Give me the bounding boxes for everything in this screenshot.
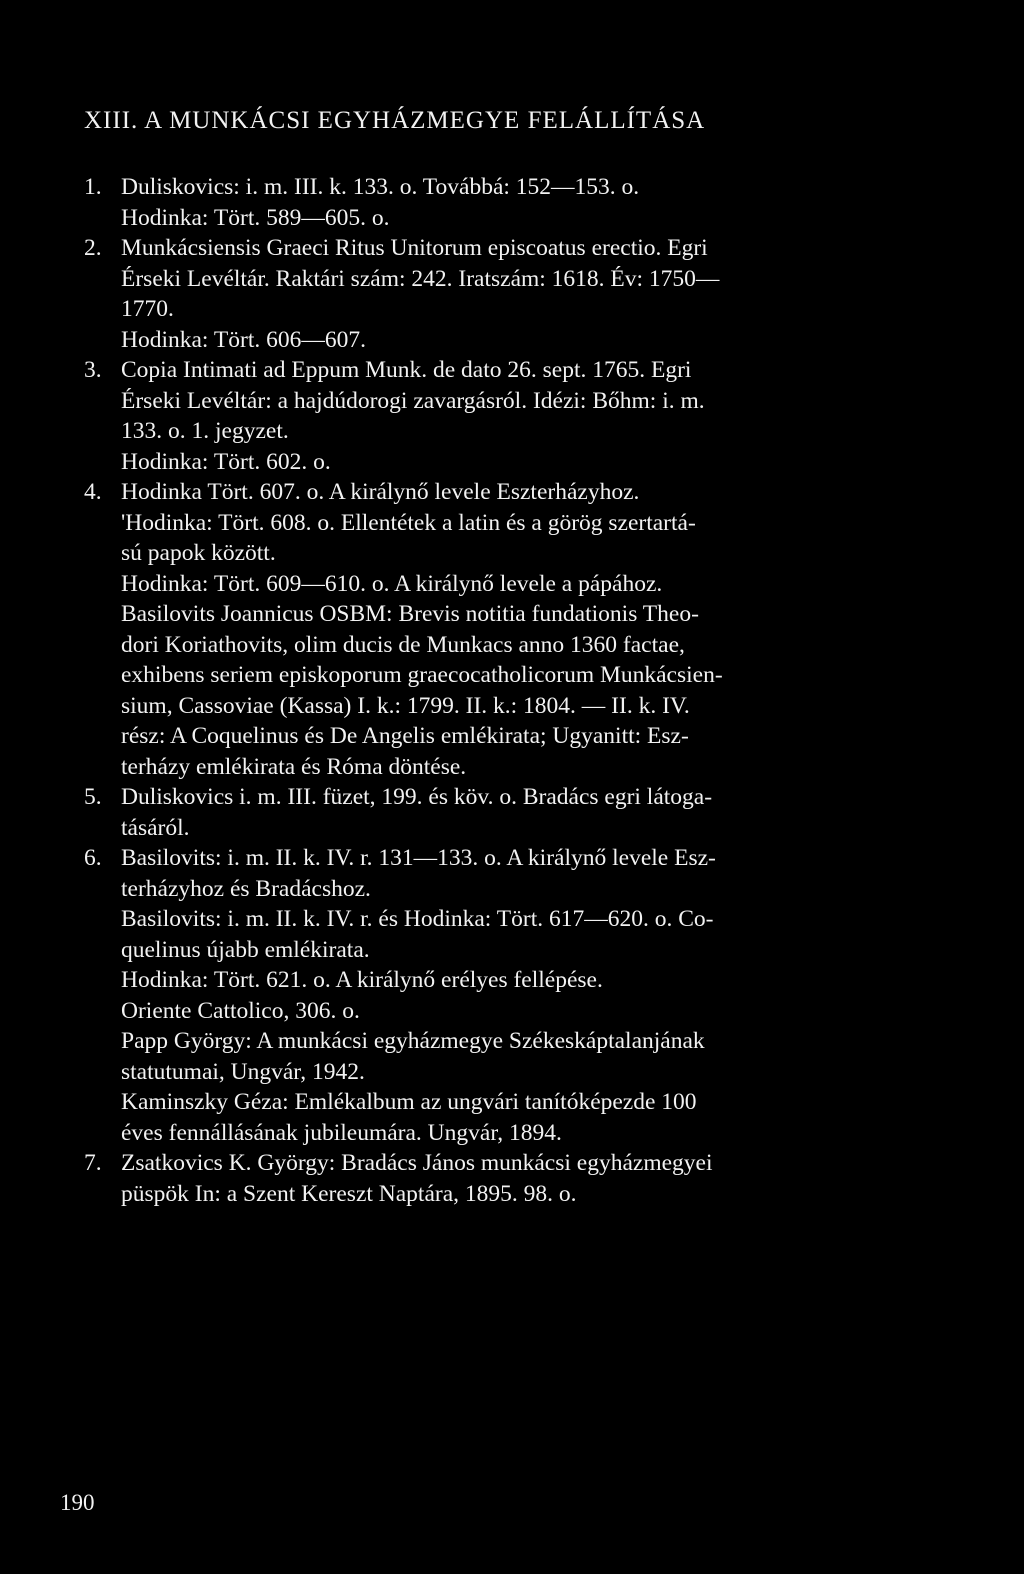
note-start-line bbox=[0, 477, 1024, 508]
note-line bbox=[0, 203, 1024, 234]
note-line bbox=[0, 264, 1024, 295]
note-text: éves fennállásának jubileumára. Ungvár, 1894. bbox=[121, 1119, 562, 1146]
note-text: Munkácsiensis Graeci Ritus Unitorum episcoatus erectio. Egri bbox=[121, 235, 708, 261]
note-line bbox=[0, 599, 1024, 630]
note-line bbox=[0, 630, 1024, 661]
note-text: terházyhoz és Bradácshoz. bbox=[121, 875, 371, 902]
note-text: sium, Cassoviae (Kassa) I. k.: 1799. II. k.: 1804. — II. k. IV. bbox=[121, 692, 690, 719]
note-text: exhibens seriem episkoporum graecocatholicorum Munkácsien- bbox=[121, 662, 723, 688]
note-line bbox=[0, 935, 1024, 966]
note-text: 1770. bbox=[121, 296, 174, 322]
note-text: Hodinka Tört. 607. o. A királynő levele Eszterházyhoz. bbox=[121, 479, 640, 505]
note-number: 4. bbox=[84, 479, 102, 505]
note-start-line bbox=[0, 172, 1024, 203]
note-text: tásáról. bbox=[121, 814, 190, 841]
note-line bbox=[0, 721, 1024, 752]
note-line bbox=[0, 996, 1024, 1027]
note-start-line bbox=[0, 355, 1024, 386]
note-text: Hodinka: Tört. 589—605. o. bbox=[121, 204, 390, 231]
note-line bbox=[0, 1087, 1024, 1118]
note-start-line bbox=[0, 843, 1024, 874]
note-line bbox=[0, 1179, 1024, 1210]
note-text: Érseki Levéltár: a hajdúdorogi zavargásról. Idézi: Bőhm: i. m. bbox=[121, 387, 705, 414]
note-line bbox=[0, 569, 1024, 600]
note-text: Duliskovics: i. m. III. k. 133. o. Továbbá: 152—153. o. bbox=[121, 174, 640, 200]
note-text: Copia Intimati ad Eppum Munk. de dato 26. sept. 1765. Egri bbox=[121, 357, 692, 383]
note-text: sú papok között. bbox=[121, 540, 276, 566]
note-line bbox=[0, 691, 1024, 722]
note-line bbox=[0, 660, 1024, 691]
note-line bbox=[0, 325, 1024, 356]
note-number: 6. bbox=[84, 845, 102, 871]
note-text: Hodinka: Tört. 609—610. o. A királynő levele a pápához. bbox=[121, 570, 663, 597]
note-text: Kaminszky Géza: Emlékalbum az ungvári tanítóképezde 100 bbox=[121, 1089, 697, 1115]
note-number: 3. bbox=[84, 357, 102, 383]
note-line bbox=[0, 1026, 1024, 1057]
note-line bbox=[0, 508, 1024, 539]
note-line bbox=[0, 874, 1024, 905]
note-start-line bbox=[0, 782, 1024, 813]
note-line bbox=[0, 1118, 1024, 1149]
chapter-title: XIII. A MUNKÁCSI EGYHÁZMEGYE FELÁLLÍTÁSA bbox=[84, 107, 706, 134]
note-text: Hodinka: Tört. 621. o. A királynő erélyes fellépése. bbox=[121, 967, 603, 993]
note-number: 7. bbox=[84, 1150, 102, 1176]
note-text: Basilovits: i. m. II. k. IV. r. 131—133. o. A királynő levele Esz- bbox=[121, 845, 716, 871]
note-number: 5. bbox=[84, 784, 102, 810]
note-line bbox=[0, 813, 1024, 844]
note-text: dori Koriathovits, olim ducis de Munkacs anno 1360 factae, bbox=[121, 631, 685, 658]
note-line bbox=[0, 904, 1024, 935]
note-text: Basilovits Joannicus OSBM: Brevis notitia fundationis Theo- bbox=[121, 601, 699, 627]
note-line bbox=[0, 538, 1024, 569]
note-text: statutumai, Ungvár, 1942. bbox=[121, 1058, 365, 1085]
note-number: 2. bbox=[84, 235, 102, 261]
note-number: 1. bbox=[84, 174, 102, 200]
note-text: Basilovits: i. m. II. k. IV. r. és Hodinka: Tört. 617—620. o. Co- bbox=[121, 906, 714, 932]
note-text: Érseki Levéltár. Raktári szám: 242. Iratszám: 1618. Év: 1750— bbox=[121, 265, 720, 292]
note-text: Oriente Cattolico, 306. o. bbox=[121, 997, 360, 1024]
note-line bbox=[0, 752, 1024, 783]
note-text: Papp György: A munkácsi egyházmegye Székeskáptalanjának bbox=[121, 1028, 705, 1054]
note-text: Duliskovics i. m. III. füzet, 199. és köv. o. Bradács egri látoga- bbox=[121, 784, 713, 810]
note-start-line bbox=[0, 233, 1024, 264]
note-text: 'Hodinka: Tört. 608. o. Ellentétek a latin és a görög szertartá- bbox=[121, 509, 696, 536]
note-line bbox=[0, 1057, 1024, 1088]
note-line bbox=[0, 294, 1024, 325]
note-text: Hodinka: Tört. 606—607. bbox=[121, 326, 366, 353]
note-text: quelinus újabb emlékirata. bbox=[121, 936, 370, 963]
note-line bbox=[0, 965, 1024, 996]
note-text: rész: A Coquelinus és De Angelis emlékirata; Ugyanitt: Esz- bbox=[121, 723, 689, 749]
note-text: 133. o. 1. jegyzet. bbox=[121, 418, 289, 444]
note-text: püspök In: a Szent Kereszt Naptára, 1895. 98. o. bbox=[121, 1180, 577, 1207]
note-text: Hodinka: Tört. 602. o. bbox=[121, 448, 331, 475]
note-start-line bbox=[0, 1148, 1024, 1179]
note-line bbox=[0, 447, 1024, 478]
page-number: 190 bbox=[60, 1490, 95, 1515]
note-text: terházy emlékirata és Róma döntése. bbox=[121, 753, 467, 780]
note-line bbox=[0, 386, 1024, 417]
notes-list bbox=[0, 172, 1024, 1209]
note-text: Zsatkovics K. György: Bradács János munkácsi egyházmegyei bbox=[121, 1150, 713, 1176]
note-line bbox=[0, 416, 1024, 447]
